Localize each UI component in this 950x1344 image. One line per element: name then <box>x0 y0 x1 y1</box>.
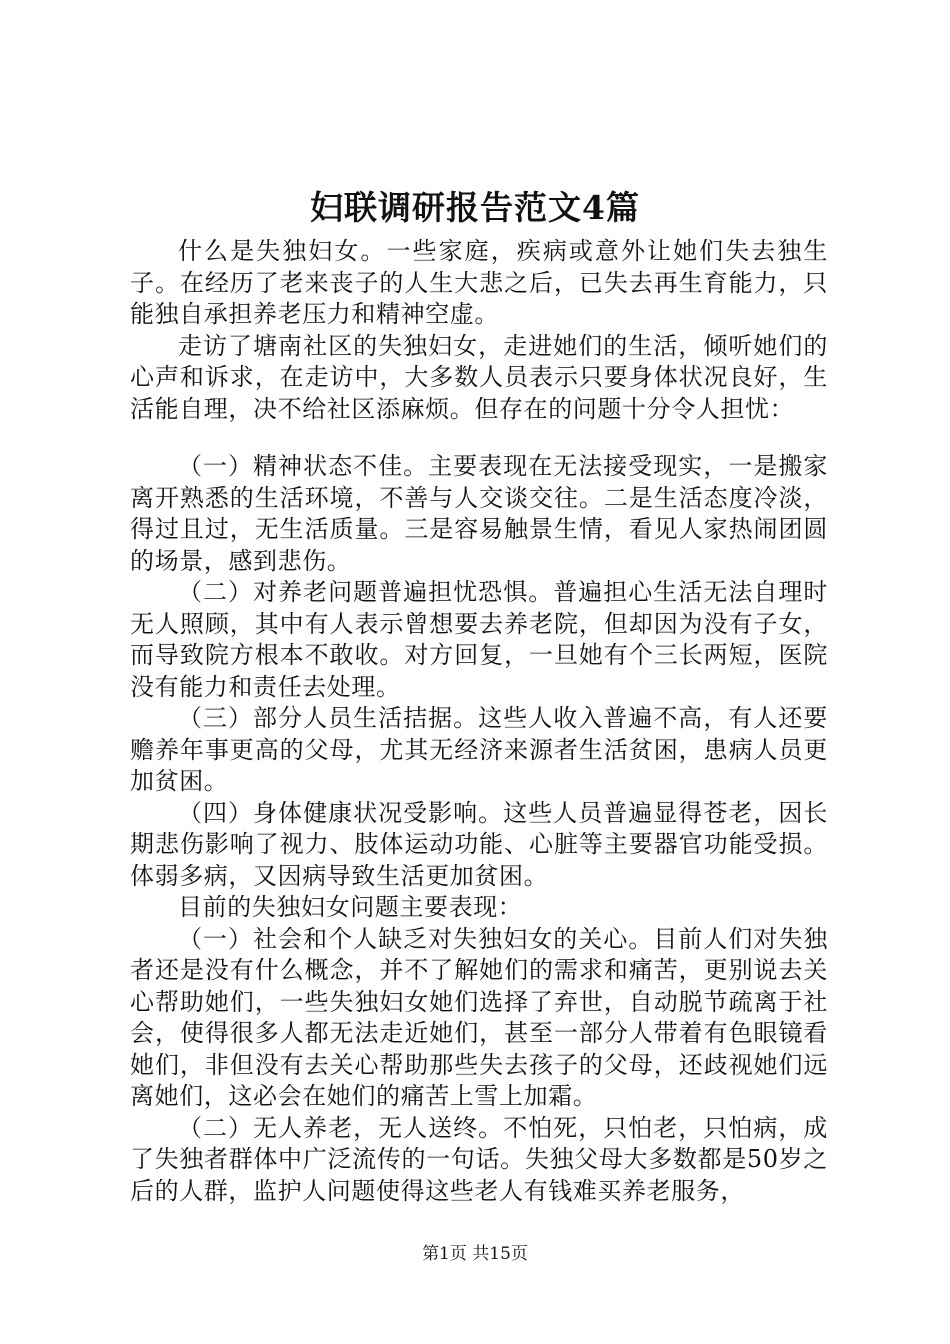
paragraph: （二）对养老问题普遍担忧恐惧。普遍担心生活无法自理时无人照顾，其中有人表示曾想要去养老院，但却因为没有子女，而导致院方根本不敢收。对方回复，一旦她有个三长两短，医院没有能力和责任去处理。 <box>130 578 828 701</box>
paragraph: 走访了塘南社区的失独妇女，走进她们的生活，倾听她们的心声和诉求，在走访中，大多数人员表示只要身体状况良好，生活能自理，决不给社区添麻烦。但存在的问题十分令人担忧： <box>130 331 828 423</box>
document-body <box>130 236 828 1207</box>
paragraph: （一）社会和个人缺乏对失独妇女的关心。目前人们对失独者还是没有什么概念，并不了解她们的需求和痛苦，更别说去关心帮助她们，一些失独妇女她们选择了弃世，自动脱节疏离于社会，使得很多人都无法走近她们，甚至一部分人带着有色眼镜看她们，非但没有去关心帮助那些失去孩子的父母，还歧视她们远离她们，这必会在她们的痛苦上雪上加霜。 <box>130 924 828 1110</box>
paragraph: （四）身体健康状况受影响。这些人员普遍显得苍老，因长期悲伤影响了视力、肢体运动功能、心脏等主要器官功能受损。体弱多病，又因病导致生活更加贫困。 <box>130 798 828 890</box>
paragraph: （二）无人养老，无人送终。不怕死，只怕老，只怕病，成了失独者群体中广泛流传的一句话。失独父母大多数都是50岁之后的人群，监护人问题使得这些老人有钱难买养老服务， <box>130 1113 828 1205</box>
document-title: 妇联调研报告范文4篇 <box>310 188 640 227</box>
paragraph: （一）精神状态不佳。主要表现在无法接受现实，一是搬家离开熟悉的生活环境，不善与人交谈交往。二是生活态度冷淡，得过且过，无生活质量。三是容易触景生情，看见人家热闹团圆的场景，感到悲伤。 <box>130 452 828 575</box>
paragraph: 什么是失独妇女。一些家庭，疾病或意外让她们失去独生子。在经历了老来丧子的人生大悲之后，已失去再生育能力，只能独自承担养老压力和精神空虚。 <box>130 237 828 328</box>
paragraph: （三）部分人员生活拮据。这些人收入普遍不高，有人还要赡养年事更高的父母，尤其无经济来源者生活贫困，患病人员更加贫困。 <box>130 704 828 795</box>
paragraph: 目前的失独妇女问题主要表现： <box>178 893 523 921</box>
page-number: 第1页 共15页 <box>422 1244 528 1264</box>
